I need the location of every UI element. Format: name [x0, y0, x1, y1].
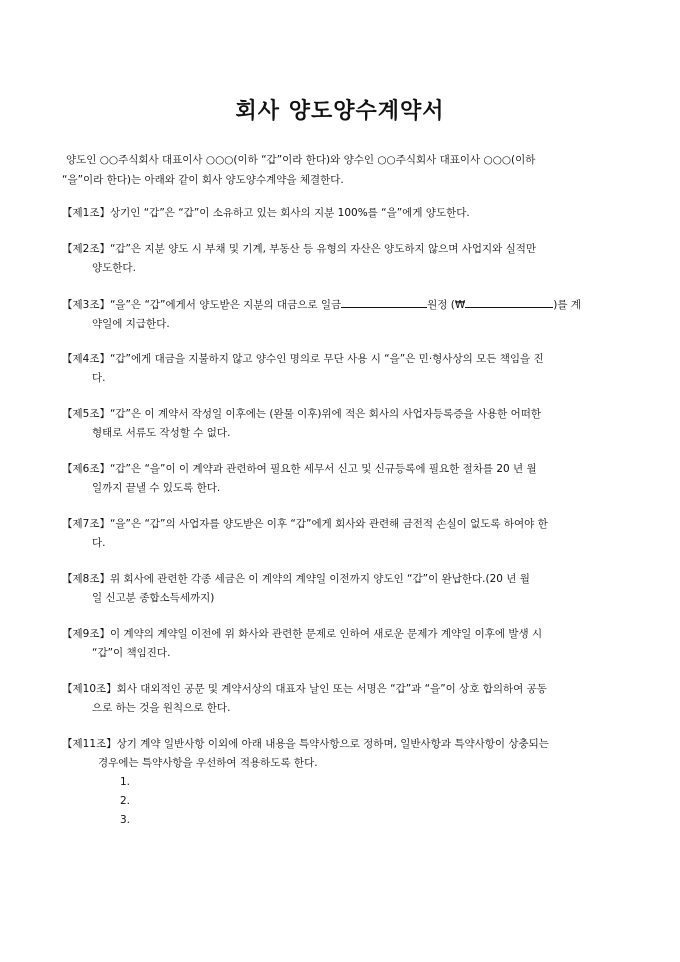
- special-item: 2.: [120, 795, 131, 807]
- article-label: 【제10조】: [62, 683, 117, 695]
- amount-korean-blank[interactable]: [341, 296, 427, 308]
- document-title: 회사 양도양수계약서: [235, 99, 445, 124]
- special-items-list: [62, 773, 622, 830]
- article-label: 【제6조】: [62, 463, 110, 475]
- article-text-cont: 다.: [92, 537, 106, 549]
- article-text: 상기 계약 일반사항 이외에 아래 내용을 특약사항으로 정하며, 일반사항과 특약사항이 상충되는: [116, 738, 549, 750]
- article-9: [62, 625, 622, 663]
- article-1: [62, 204, 622, 223]
- article-10: [62, 680, 622, 718]
- intro-line-2: “을”이라 한다)는 아래와 같이 회사 양도양수계약을 체결한다.: [62, 174, 344, 186]
- article-11: [62, 735, 622, 830]
- article-8: [62, 570, 622, 608]
- article-text: 원정 (₩: [427, 299, 466, 311]
- article-text-cont: 경우에는 특약사항을 우선하여 적용하도록 한다.: [98, 757, 318, 769]
- article-label: 【제8조】: [62, 573, 110, 585]
- article-text: 위 회사에 관련한 각종 세금은 이 계약의 계약일 이전까지 양도인 “갑”이 완납한다.(20 년 월: [109, 573, 530, 585]
- article-text: 회사 대외적인 공문 및 계약서상의 대표자 날인 또는 서명은 “갑”과 “을”이 상호 합의하여 공동: [116, 683, 547, 695]
- article-6: [62, 460, 622, 498]
- article-text: “갑”에게 대금을 지불하지 않고 양수인 명의로 무단 사용 시 “을”은 민·형사상의 모든 책임을 진: [109, 353, 544, 365]
- article-text: “갑”은 지분 양도 시 부채 및 기계, 부동산 등 유형의 자산은 양도하지 않으며 사업지와 실적만: [109, 243, 537, 255]
- article-label: 【제2조】: [62, 243, 110, 255]
- article-7: [62, 515, 622, 553]
- article-label: 【제5조】: [62, 408, 110, 420]
- article-label: 【제9조】: [62, 628, 110, 640]
- article-4: [62, 350, 622, 388]
- article-3: [62, 296, 622, 334]
- article-label: 【제1조】: [62, 207, 110, 219]
- article-5: [62, 405, 622, 443]
- article-text-cont: “갑”이 책임진다.: [92, 647, 171, 659]
- article-label: 【제4조】: [62, 353, 110, 365]
- article-text: “을”은 “갑”에게서 양도받은 지분의 대금으로 일금: [109, 299, 342, 311]
- article-text: “갑”은 이 계약서 작성일 이후에는 (완물 이후)위에 적은 회사의 사업자등록증을 사용한 어떠한: [109, 408, 542, 420]
- article-text-cont: 양도한다.: [92, 262, 136, 274]
- article-text-cont: 으로 하는 것을 원칙으로 한다.: [92, 702, 231, 714]
- article-text-cont: 다.: [92, 372, 106, 384]
- article-text: 이 계약의 계약일 이전에 위 화사와 관련한 문제로 인하여 새로운 문제가 계약일 이후에 발생 시: [109, 628, 543, 640]
- article-text-cont: 약일에 지급한다.: [92, 318, 170, 330]
- article-text: 상기인 “갑”은 “갑”이 소유하고 있는 회사의 지분 100%를 “을”에게 양도한다.: [109, 207, 470, 219]
- article-text-cont: 일까지 끝낼 수 있도록 한다.: [92, 482, 221, 494]
- article-text-cont: 형태로 서류도 작성할 수 없다.: [92, 427, 231, 439]
- article-text: )를 계: [553, 299, 581, 311]
- amount-won-blank[interactable]: [465, 296, 553, 308]
- intro-paragraph: [62, 150, 622, 190]
- article-label: 【제7조】: [62, 518, 110, 530]
- article-text: “을”은 “갑”의 사업자를 양도받은 이후 “갑”에게 회사와 관련해 금전적 손실이 없도록 하여야 한: [109, 518, 548, 530]
- special-item: 3.: [120, 814, 131, 826]
- special-item: 1.: [120, 776, 131, 788]
- article-text: “갑”은 “을”이 이 계약과 관련하여 필요한 세무서 신고 및 신규등록에 필요한 절차를 20 년 월: [109, 463, 537, 475]
- intro-line-1: 양도인 ○○주식회사 대표이사 ○○○(이하 “갑”이라 한다)와 양수인 ○○주식회사 대표이사 ○○○(이하: [66, 154, 536, 166]
- article-label: 【제11조】: [62, 738, 117, 750]
- article-2: [62, 240, 622, 278]
- article-text-cont: 일 신고분 종합소득세까지): [92, 592, 215, 604]
- article-label: 【제3조】: [62, 299, 110, 311]
